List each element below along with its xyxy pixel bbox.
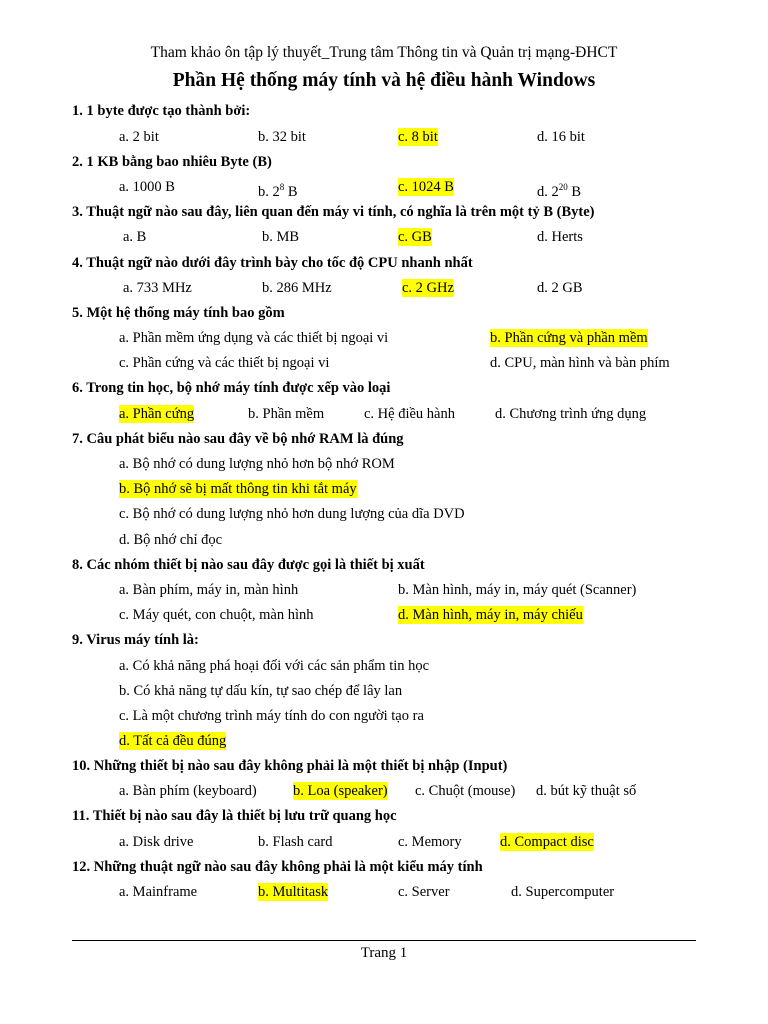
q8-option-b: b. Màn hình, máy in, máy quét (Scanner) [398, 582, 637, 598]
q3-option-a: a. B [123, 229, 147, 245]
q6-option-a-answer: a. Phần cứng [119, 406, 195, 422]
q11-option-d-answer: d. Compact disc [500, 834, 594, 850]
q7-option-c: c. Bộ nhớ có dung lượng nhỏ hơn dung lượng của dĩa DVD [119, 506, 465, 522]
q9-option-c: c. Là một chương trình máy tính do con người tạo ra [119, 708, 424, 724]
q4-option-a: a. 733 MHz [123, 280, 192, 296]
q5-option-d: d. CPU, màn hình và bàn phím [490, 355, 670, 371]
question-10: 10. Những thiết bị nào sau đây không phải là một thiết bị nhập (Input) [72, 758, 508, 774]
question-3: 3. Thuật ngữ nào sau đây, liên quan đến máy vi tính, có nghĩa là trên một tỷ B (Byte) [72, 204, 595, 220]
q11-option-c: c. Memory [398, 834, 462, 850]
q7-option-a: a. Bộ nhớ có dung lượng nhỏ hơn bộ nhớ ROM [119, 456, 395, 472]
q8-option-a: a. Bàn phím, máy in, màn hình [119, 582, 299, 598]
q4-option-b: b. 286 MHz [262, 280, 332, 296]
page-number: Trang 1 [360, 945, 408, 961]
question-4: 4. Thuật ngữ nào dưới đây trình bày cho tốc độ CPU nhanh nhất [72, 255, 473, 271]
q3-option-c-answer: c. GB [398, 229, 432, 245]
question-6: 6. Trong tin học, bộ nhớ máy tính được xếp vào loại [72, 380, 391, 396]
q10-option-b-answer: b. Loa (speaker) [293, 783, 388, 799]
q2-option-d-exponent: 20 [558, 182, 568, 192]
question-5: 5. Một hệ thống máy tính bao gồm [72, 305, 285, 321]
q2-option-d [537, 178, 581, 201]
q11-option-a: a. Disk drive [119, 834, 194, 850]
q2-option-b-text: b. 2 [258, 183, 280, 200]
q1-option-d: d. 16 bit [537, 129, 585, 145]
q6-option-d: d. Chương trình ứng dụng [495, 406, 647, 422]
q12-option-a: a. Mainframe [119, 884, 198, 900]
q12-option-c: c. Server [398, 884, 450, 900]
q6-option-b: b. Phần mềm [248, 406, 325, 422]
question-7: 7. Câu phát biểu nào sau đây về bộ nhớ RAM là đúng [72, 431, 404, 447]
q12-option-d: d. Supercomputer [511, 884, 615, 900]
question-2: 2. 1 KB bằng bao nhiêu Byte (B) [72, 154, 272, 170]
q3-option-b: b. MB [262, 229, 300, 245]
q2-option-b-unit: B [284, 183, 298, 200]
q2-option-b-exponent: 8 [279, 182, 285, 192]
q2-option-b [258, 178, 298, 201]
q10-option-d: d. bút kỹ thuật số [536, 783, 637, 799]
q4-option-c-answer: c. 2 GHz [402, 280, 454, 296]
q1-option-c-answer: c. 8 bit [398, 129, 438, 145]
q9-option-b: b. Có khả năng tự dấu kín, tự sao chép để lây lan [119, 683, 403, 699]
q2-option-d-unit: B [567, 183, 582, 200]
q5-option-a: a. Phần mềm ứng dụng và các thiết bị ngoại vi [119, 330, 389, 346]
page-header: Tham khảo ôn tập lý thuyết_Trung tâm Thông tin và Quản trị mạng-ĐHCT [150, 44, 618, 61]
question-9: 9. Virus máy tính là: [72, 632, 199, 648]
question-8: 8. Các nhóm thiết bị nào sau đây được gọi là thiết bị xuất [72, 557, 425, 573]
q1-option-b: b. 32 bit [258, 129, 306, 145]
q4-option-d: d. 2 GB [537, 280, 583, 296]
footer-divider [72, 940, 696, 941]
q2-option-a: a. 1000 B [119, 179, 175, 195]
question-1: 1. 1 byte được tạo thành bởi: [72, 103, 251, 119]
q7-option-d: d. Bộ nhớ chỉ đọc [119, 532, 223, 548]
page-title: Phần Hệ thống máy tính và hệ điều hành Windows [172, 70, 596, 91]
q5-option-c: c. Phần cứng và các thiết bị ngoại vi [119, 355, 330, 371]
q12-option-b-answer: b. Multitask [258, 884, 329, 900]
q9-option-d-answer: d. Tất cả đều đúng [119, 733, 227, 749]
q2-option-d-text: d. 2 [537, 183, 559, 200]
q10-option-a: a. Bàn phím (keyboard) [119, 783, 257, 799]
q11-option-b: b. Flash card [258, 834, 333, 850]
q1-option-a: a. 2 bit [119, 129, 159, 145]
question-11: 11. Thiết bị nào sau đây là thiết bị lưu trữ quang học [72, 808, 397, 824]
q3-option-d: d. Herts [537, 229, 583, 245]
question-12: 12. Những thuật ngữ nào sau đây không phải là một kiểu máy tính [72, 859, 483, 875]
q2-option-c-answer: c. 1024 B [398, 179, 454, 195]
q8-option-c: c. Máy quét, con chuột, màn hình [119, 607, 314, 623]
q10-option-c: c. Chuột (mouse) [415, 783, 516, 799]
q7-option-b-answer: b. Bộ nhớ sẽ bị mất thông tin khi tắt máy [119, 481, 357, 497]
q8-option-d-answer: d. Màn hình, máy in, máy chiếu [398, 607, 583, 623]
q5-option-b-answer: b. Phần cứng và phần mềm [490, 330, 648, 346]
q9-option-a: a. Có khả năng phá hoại đối với các sản phẩm tin học [119, 658, 430, 674]
q6-option-c: c. Hệ điều hành [364, 406, 455, 422]
